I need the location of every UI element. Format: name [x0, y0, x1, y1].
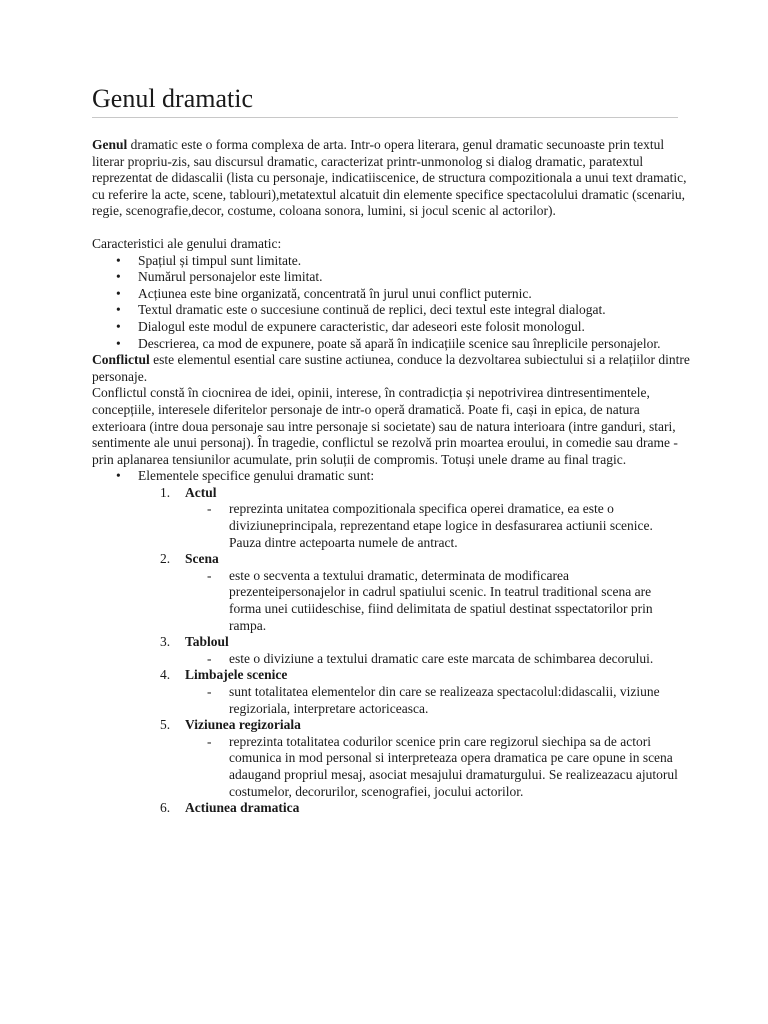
element-item: [92, 551, 692, 634]
intro-paragraph: [92, 137, 692, 220]
elements-heading: • Elementele specifice genului dramatic sunt:: [92, 468, 692, 485]
element-item: [92, 667, 692, 717]
dash-marker: -: [207, 733, 212, 749]
dash-marker: -: [207, 567, 212, 583]
element-item: [92, 800, 692, 817]
list-item: • Descrierea, ca mod de expunere, poate să apară în indicațiile scenice sau înreplicile personajelor.: [138, 336, 692, 353]
element-number: 4.: [160, 667, 171, 683]
element-item: [92, 634, 692, 667]
list-item: • Dialogul este modul de expunere caracteristic, dar adeseori este folosit monologul.: [138, 319, 692, 336]
conflict-paragraph-2: Conflictul constă în ciocnirea de idei, opinii, interese, în contradicția și nepotrivirea dintresentimentele, concepțiile, interesele diferitelor personaje de intr-o operă dramatică. Poate fi, cași in epica, de natura exterioara (intre doua personaje sau intre personaje si societate) sau de natura interioara (intre ganduri, stari, sentimente ale unui personaj). În tragedie, conflictul se rezolvă prin moartea eroului, in comedie sau drame - prin aplanarea tensiunilor acumulate, prin soluții de compromis. Totuși unele drame au final tragic.: [92, 385, 678, 467]
list-item: • Spațiul și timpul sunt limitate.: [138, 253, 692, 270]
document-body: [92, 137, 692, 817]
list-item: • Numărul personajelor este limitat.: [138, 269, 692, 286]
element-item: [92, 717, 692, 800]
intro-text: dramatic este o forma complexa de arta. Intr-o opera literara, genul dramatic secunoaste prin textul literar propriu-zis, sau discursul dramatic, caracterizat printr-unmonolog si dialog dramatic, paratextul reprezentat de didascalii (lista cu personaje, indicatiiscenice, de structura compozitionala a unui text dramatic, cu referire la acte, scene, tablouri),metatextul alcatuit din elemente specifice spectacolului dramatic (scenariu, regie, scenografie,decor, costume, coloana sonora, lumini, si jocul scenic al actorilor).: [92, 137, 687, 219]
element-number: 5.: [160, 717, 171, 733]
characteristics-list: [92, 253, 692, 353]
element-desc-text: reprezinta totalitatea codurilor scenice prin care regizorul siechipa sa de actori comunica in mod personal si interpreteaza opera dramatica pe care opune in scena adaugand propriul mesaj, asociat mesajului dramaturgului. Se realizeazacu ajutorul costumelor, decorurilor, scenografiei, jocului actorilor.: [229, 733, 678, 799]
element-description: [185, 501, 679, 551]
element-name: Actul: [185, 484, 217, 500]
element-description: [185, 651, 679, 668]
conflict-text: este elementul esential care sustine actiunea, conduce la dezvoltarea subiectului si a relațiilor dintre personaje.: [92, 352, 690, 384]
element-description: [185, 684, 679, 717]
element-description: [185, 734, 679, 800]
spacer: [92, 220, 692, 236]
element-name: Viziunea regizoriala: [185, 717, 301, 733]
element-name: Tabloul: [185, 634, 229, 650]
list-item: • Textul dramatic este o succesiune continuă de replici, deci textul este integral dialogat.: [138, 302, 692, 319]
list-item: • Acțiunea este bine organizată, concentrată în jurul unui conflict puternic.: [138, 286, 692, 303]
conflict-lead: Conflictul: [92, 352, 150, 368]
dash-marker: -: [207, 684, 212, 699]
intro-lead: Genul: [92, 137, 128, 152]
dash-marker: -: [207, 650, 212, 666]
title-divider: [92, 117, 678, 118]
element-desc-text: este o diviziune a textului dramatic care este marcata de schimbarea decorului.: [229, 650, 654, 666]
element-number: 6.: [160, 800, 171, 816]
conflict-paragraph: [92, 352, 692, 385]
element-item: [92, 485, 692, 551]
elements-list: [92, 485, 692, 817]
element-number: 2.: [160, 551, 171, 567]
element-desc-text: este o secventa a textului dramatic, determinata de modificarea prezenteipersonajelor in cadrul spatiului scenic. In teatrul traditional scena are forma unei cutiideschise, fiind delimitata de spatiul destinat sspectatorilor prin rampa.: [229, 567, 653, 633]
element-number: 1.: [160, 484, 171, 500]
element-desc-text: sunt totalitatea elementelor din care se realizeaza spectacolul:didascalii, viziune regizoriala, interpretare actoriceasca.: [229, 684, 660, 716]
element-desc-text: reprezinta unitatea compozitionala specifica operei dramatice, ea este o diviziuneprincipala, reprezentand etape logice in desfasurarea actiunii scenice. Pauza dintre actepoarta numele de antract.: [229, 501, 653, 550]
element-number: 3.: [160, 634, 171, 650]
element-name: Scena: [185, 551, 219, 567]
page-title: Genul dramatic: [92, 84, 253, 113]
element-name: Actiunea dramatica: [185, 800, 300, 816]
dash-marker: -: [207, 501, 212, 517]
element-description: [185, 568, 679, 634]
characteristics-heading: Caracteristici ale genului dramatic:: [92, 235, 282, 251]
element-name: Limbajele scenice: [185, 667, 288, 683]
